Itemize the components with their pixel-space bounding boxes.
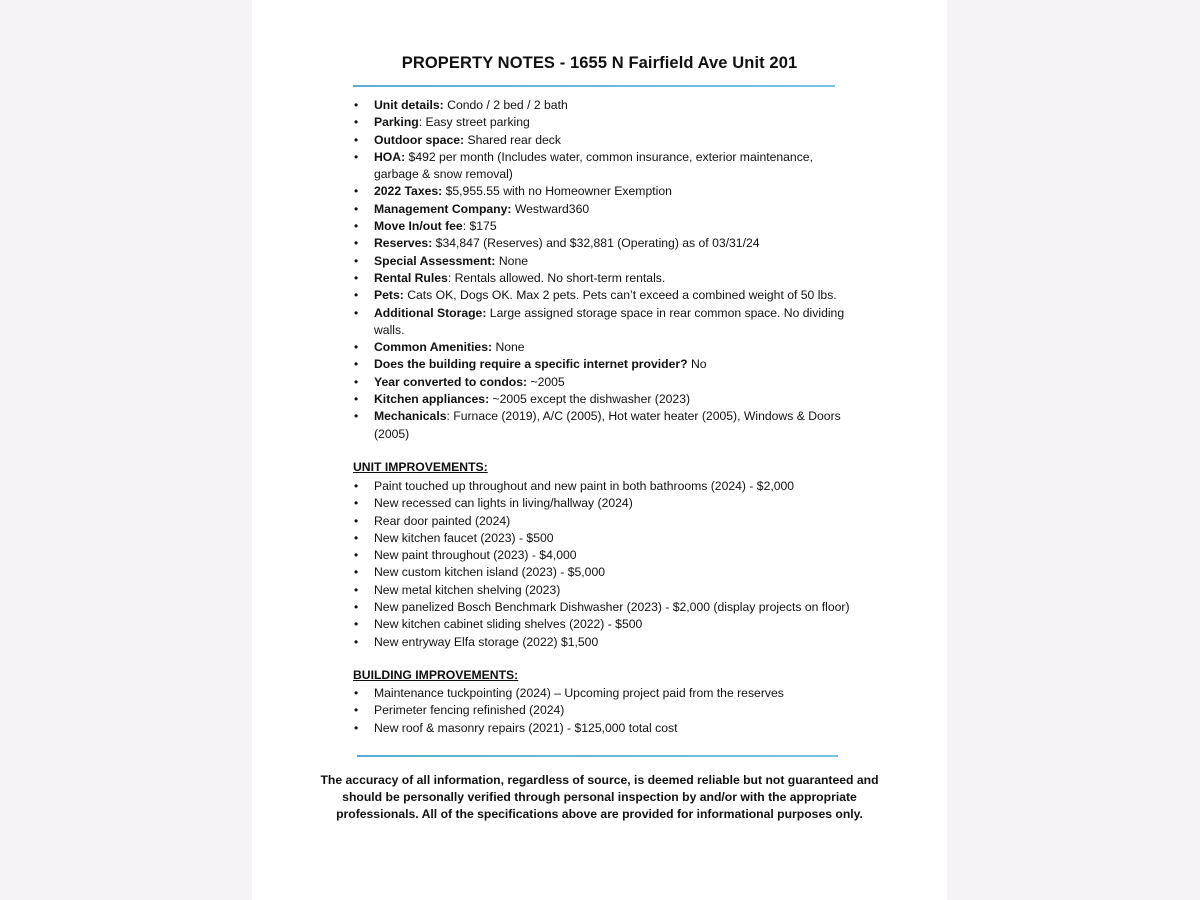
item-value: Large assigned storage space in rear common space. No dividing walls. bbox=[374, 305, 845, 337]
item-value: Cats OK, Dogs OK. Max 2 pets. Pets can’t exceed a combined weight of 50 lbs. bbox=[403, 288, 837, 303]
item-text: New paint throughout (2023) - $4,000 bbox=[374, 548, 577, 563]
bullet-icon: • bbox=[354, 201, 359, 216]
bullet-icon: • bbox=[354, 548, 359, 563]
bullet-icon: • bbox=[354, 98, 359, 112]
item-value: No bbox=[687, 357, 707, 372]
list-item bbox=[353, 408, 853, 443]
list-item bbox=[353, 564, 853, 581]
bullet-icon: • bbox=[354, 530, 359, 545]
item-value: ~2005 except the dishwasher (2023) bbox=[489, 392, 691, 407]
item-value: $34,847 (Reserves) and $32,881 (Operating) as of 03/31/24 bbox=[432, 236, 760, 251]
bullet-icon: • bbox=[354, 600, 359, 615]
list-item bbox=[353, 391, 853, 408]
bullet-icon: • bbox=[354, 703, 359, 718]
list-item bbox=[353, 149, 853, 184]
list-item bbox=[353, 270, 853, 287]
bullet-icon: • bbox=[354, 634, 359, 649]
item-label: Move In/out fee bbox=[374, 219, 463, 234]
list-item bbox=[353, 356, 853, 373]
bullet-icon: • bbox=[354, 149, 359, 164]
item-label: Rental Rules bbox=[374, 270, 448, 285]
bullet-icon: • bbox=[354, 565, 359, 580]
list-item bbox=[353, 547, 853, 564]
disclaimer-text: The accuracy of all information, regardless of source, is deemed reliable but not guaranteed and should be personally verified through personal inspection by and/or with the appropriate professionals. All of the specifications above are provided for informational purposes only. bbox=[320, 773, 879, 821]
item-text: New kitchen cabinet sliding shelves (2022) - $500 bbox=[374, 617, 643, 632]
list-item bbox=[353, 685, 853, 702]
unit-improvements-heading: UNIT IMPROVEMENTS: bbox=[353, 460, 488, 474]
property-details-list bbox=[353, 97, 853, 443]
item-value: : $175 bbox=[462, 219, 497, 234]
item-label: HOA: bbox=[374, 149, 406, 164]
item-text: Rear door painted (2024) bbox=[374, 513, 511, 528]
list-item bbox=[353, 339, 853, 356]
item-text: New panelized Bosch Benchmark Dishwasher (2023) - $2,000 (display projects on floor) bbox=[374, 600, 850, 615]
list-item bbox=[353, 287, 853, 304]
bullet-icon: • bbox=[354, 115, 359, 130]
bullet-icon: • bbox=[354, 409, 359, 424]
item-value: $492 per month (Includes water, common insurance, exterior maintenance, garbage & snow removal) bbox=[374, 149, 813, 182]
list-item bbox=[353, 634, 853, 651]
item-value: : Rentals allowed. No short-term rentals. bbox=[447, 270, 666, 285]
bullet-icon: • bbox=[354, 219, 359, 234]
bullet-icon: • bbox=[354, 357, 359, 372]
item-value: None bbox=[492, 340, 525, 355]
bullet-icon: • bbox=[354, 236, 359, 251]
item-label: Kitchen appliances: bbox=[374, 392, 490, 407]
item-label: Unit details: bbox=[374, 98, 444, 112]
list-item bbox=[353, 97, 853, 114]
document-page bbox=[252, 0, 947, 900]
list-item bbox=[353, 599, 853, 616]
item-value: Shared rear deck bbox=[464, 132, 561, 147]
item-text: Maintenance tuckpointing (2024) – Upcoming project paid from the reserves bbox=[374, 686, 784, 700]
list-item bbox=[353, 132, 853, 149]
bullet-icon: • bbox=[354, 479, 359, 493]
list-item bbox=[353, 530, 853, 547]
item-label: Parking bbox=[374, 115, 419, 130]
item-label: 2022 Taxes: bbox=[374, 184, 443, 199]
item-label: Outdoor space: bbox=[374, 132, 465, 147]
item-text: Paint touched up throughout and new paint in both bathrooms (2024) - $2,000 bbox=[374, 479, 795, 493]
list-item bbox=[353, 183, 853, 200]
item-text: New kitchen faucet (2023) - $500 bbox=[374, 530, 554, 545]
bullet-icon: • bbox=[354, 686, 359, 700]
list-item bbox=[353, 478, 853, 495]
item-label: Special Assessment: bbox=[374, 253, 496, 268]
list-item bbox=[353, 582, 853, 599]
bullet-icon: • bbox=[354, 270, 359, 285]
bullet-icon: • bbox=[354, 132, 359, 147]
item-text: New recessed can lights in living/hallway (2024) bbox=[374, 496, 633, 511]
bullet-icon: • bbox=[354, 288, 359, 303]
item-value: : Furnace (2019), A/C (2005), Hot water heater (2005), Windows & Doors (2005) bbox=[374, 409, 841, 441]
bullet-icon: • bbox=[354, 305, 359, 320]
bullet-icon: • bbox=[354, 617, 359, 632]
item-label: Reserves: bbox=[374, 236, 433, 251]
item-text: New roof & masonry repairs (2021) - $125,000 total cost bbox=[374, 720, 678, 735]
item-text: New metal kitchen shelving (2023) bbox=[374, 582, 561, 597]
title-divider bbox=[353, 85, 835, 87]
item-text: New entryway Elfa storage (2022) $1,500 bbox=[374, 634, 599, 649]
list-item bbox=[353, 218, 853, 235]
item-label: Pets: bbox=[374, 288, 404, 303]
item-value: $5,955.55 with no Homeowner Exemption bbox=[442, 184, 672, 199]
item-value: : Easy street parking bbox=[418, 115, 530, 130]
bullet-icon: • bbox=[354, 513, 359, 528]
list-item bbox=[353, 253, 853, 270]
list-item bbox=[353, 702, 853, 719]
unit-improvements-list bbox=[353, 478, 853, 651]
bullet-icon: • bbox=[354, 496, 359, 511]
item-label: Additional Storage: bbox=[374, 305, 487, 320]
item-value: ~2005 bbox=[527, 374, 565, 389]
bullet-icon: • bbox=[354, 184, 359, 199]
bullet-icon: • bbox=[354, 720, 359, 735]
list-item bbox=[353, 513, 853, 530]
list-item bbox=[353, 201, 853, 218]
bullet-icon: • bbox=[354, 340, 359, 355]
item-text: New custom kitchen island (2023) - $5,000 bbox=[374, 565, 606, 580]
document-title: PROPERTY NOTES - 1655 N Fairfield Ave Unit 201 bbox=[401, 54, 798, 72]
bullet-icon: • bbox=[354, 374, 359, 389]
footer-divider bbox=[357, 755, 838, 757]
list-item bbox=[353, 305, 853, 340]
item-label: Management Company: bbox=[374, 201, 512, 216]
list-item bbox=[353, 114, 853, 131]
item-label: Common Amenities: bbox=[374, 340, 493, 355]
building-improvements-list bbox=[353, 685, 853, 737]
item-value: Condo / 2 bed / 2 bath bbox=[443, 98, 568, 112]
list-item bbox=[353, 616, 853, 633]
item-value: Westward360 bbox=[511, 201, 590, 216]
item-label: Year converted to condos: bbox=[374, 374, 528, 389]
bullet-icon: • bbox=[354, 392, 359, 407]
list-item bbox=[353, 374, 853, 391]
list-item bbox=[353, 495, 853, 512]
item-label: Does the building require a specific internet provider? bbox=[374, 357, 688, 372]
bullet-icon: • bbox=[354, 582, 359, 597]
list-item bbox=[353, 720, 853, 737]
list-item bbox=[353, 235, 853, 252]
building-improvements-heading: BUILDING IMPROVEMENTS: bbox=[353, 668, 519, 682]
item-label: Mechanicals bbox=[374, 409, 447, 424]
item-text: Perimeter fencing refinished (2024) bbox=[374, 703, 565, 718]
bullet-icon: • bbox=[354, 253, 359, 268]
item-value: None bbox=[495, 253, 529, 268]
